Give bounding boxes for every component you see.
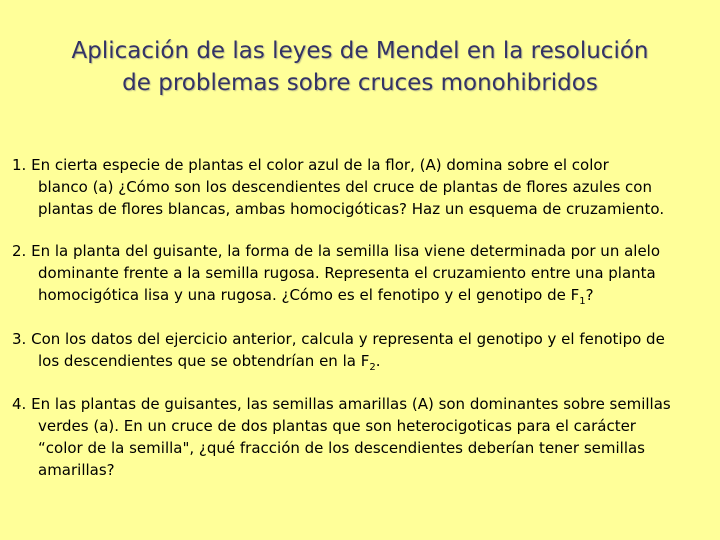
f1-subscript: 1 bbox=[579, 296, 586, 307]
problem-1-line-2: blanco (a) ¿Cómo son los descendientes del cruce de plantas de flores azules con bbox=[38, 178, 652, 196]
problem-2-number: 2. bbox=[12, 242, 32, 260]
problem-1 bbox=[12, 154, 712, 220]
problem-3-text-2-end: . bbox=[375, 352, 381, 370]
title-line-2: de problemas sobre cruces monohibridos bbox=[122, 70, 598, 96]
slide-title bbox=[20, 35, 700, 99]
problem-3-line-2 bbox=[12, 350, 712, 372]
problem-1-number: 1. bbox=[12, 156, 32, 174]
f2-subscript: 2 bbox=[369, 362, 376, 373]
problem-4-number: 4. bbox=[12, 395, 32, 413]
problem-3 bbox=[12, 328, 712, 372]
problem-2-line-2: dominante frente a la semilla rugosa. Representa el cruzamiento entre una planta bbox=[38, 264, 656, 282]
problem-3-text-1: Con los datos del ejercicio anterior, calcula y representa el genotipo y el fenotipo de bbox=[31, 330, 665, 348]
title-line-1: Aplicación de las leyes de Mendel en la resolución bbox=[71, 38, 649, 64]
problem-4-line-3: “color de la semilla", ¿qué fracción de los descendientes deberían tener semillas bbox=[38, 439, 646, 457]
problem-4-text-1: En las plantas de guisantes, las semillas amarillas (A) son dominantes sobre semillas bbox=[31, 395, 671, 413]
problem-4-line-4: amarillas? bbox=[38, 461, 115, 479]
problem-2 bbox=[12, 240, 712, 306]
problem-4 bbox=[12, 393, 712, 481]
problem-1-line-1 bbox=[12, 154, 712, 176]
problem-2-line-3 bbox=[12, 284, 712, 306]
problem-2-text-1: En la planta del guisante, la forma de la semilla lisa viene determinada por un alelo bbox=[31, 242, 661, 260]
problem-4-line-2: verdes (a). En un cruce de dos plantas que son heterocigoticas para el carácter bbox=[38, 417, 636, 435]
problem-3-number: 3. bbox=[12, 330, 32, 348]
problem-2-line-1 bbox=[12, 240, 712, 262]
problem-3-text-2: los descendientes que se obtendrían en la F bbox=[38, 352, 370, 370]
problem-4-line-1 bbox=[12, 393, 712, 415]
problem-3-line-1 bbox=[12, 328, 712, 350]
problem-1-line-3: plantas de flores blancas, ambas homocigóticas? Haz un esquema de cruzamiento. bbox=[38, 200, 665, 218]
problem-1-text-1: En cierta especie de plantas el color azul de la flor, (A) domina sobre el color bbox=[31, 156, 609, 174]
problem-2-text-3: homocigótica lisa y una rugosa. ¿Cómo es el fenotipo y el genotipo de F bbox=[38, 286, 580, 304]
problem-2-text-3-end: ? bbox=[585, 286, 594, 304]
